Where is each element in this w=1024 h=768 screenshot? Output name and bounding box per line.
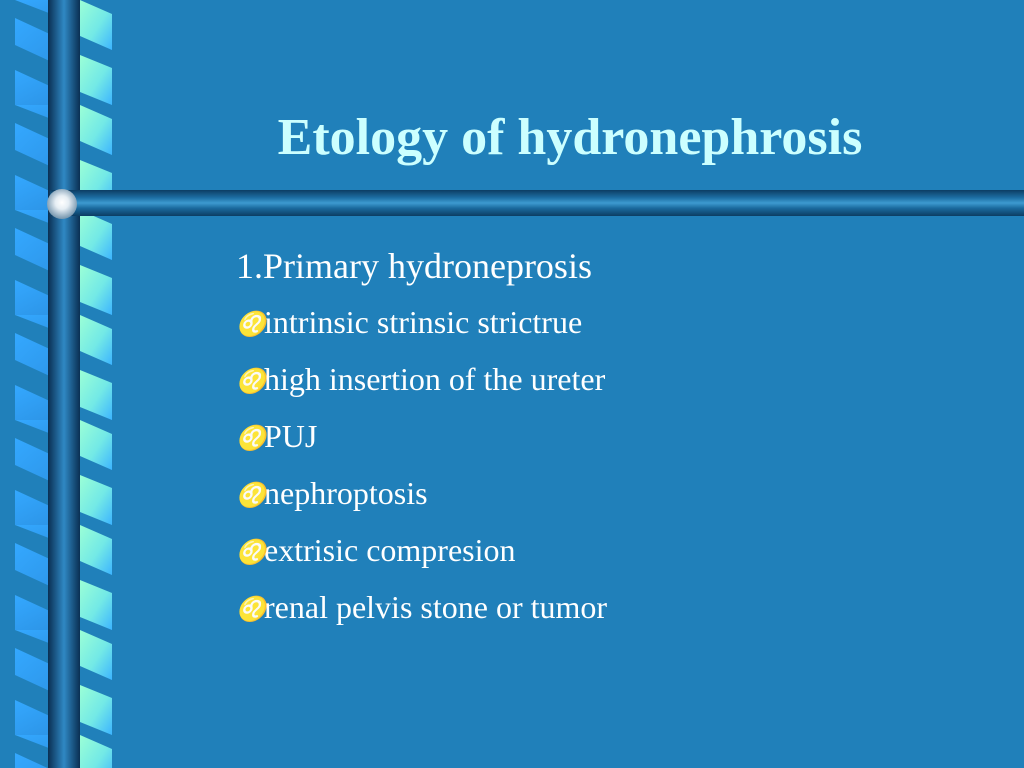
- slide-body: [236, 238, 976, 636]
- bullet-item: [236, 408, 976, 465]
- bullet-text: PUJ: [264, 418, 318, 454]
- bullet-text: renal pelvis stone or tumor: [264, 589, 608, 625]
- leo-bullet-icon: ♌: [236, 426, 266, 452]
- leo-bullet-icon: ♌: [236, 312, 266, 338]
- bullet-text: nephroptosis: [264, 475, 428, 511]
- bullet-text: high insertion of the ureter: [264, 361, 606, 397]
- bullet-text: extrisic compresion: [264, 532, 516, 568]
- bullet-list: [236, 294, 976, 636]
- bullet-item: [236, 465, 976, 522]
- title-divider-bar: [50, 190, 1024, 216]
- slide-title: Etology of hydronephrosis: [277, 109, 863, 166]
- leo-bullet-icon: ♌: [236, 369, 266, 395]
- leo-bullet-icon: ♌: [236, 540, 266, 566]
- bullet-item: [236, 351, 976, 408]
- bullet-item: [236, 579, 976, 636]
- bullet-item: [236, 522, 976, 579]
- bullet-item: [236, 294, 976, 351]
- leo-bullet-icon: ♌: [236, 483, 266, 509]
- section-heading: 1.Primary hydroneprosis: [236, 246, 592, 286]
- bullet-text: intrinsic strinsic strictrue: [264, 304, 583, 340]
- divider-end-knob: [47, 189, 77, 219]
- decorative-ribbon-band: [0, 0, 115, 768]
- leo-bullet-icon: ♌: [236, 597, 266, 623]
